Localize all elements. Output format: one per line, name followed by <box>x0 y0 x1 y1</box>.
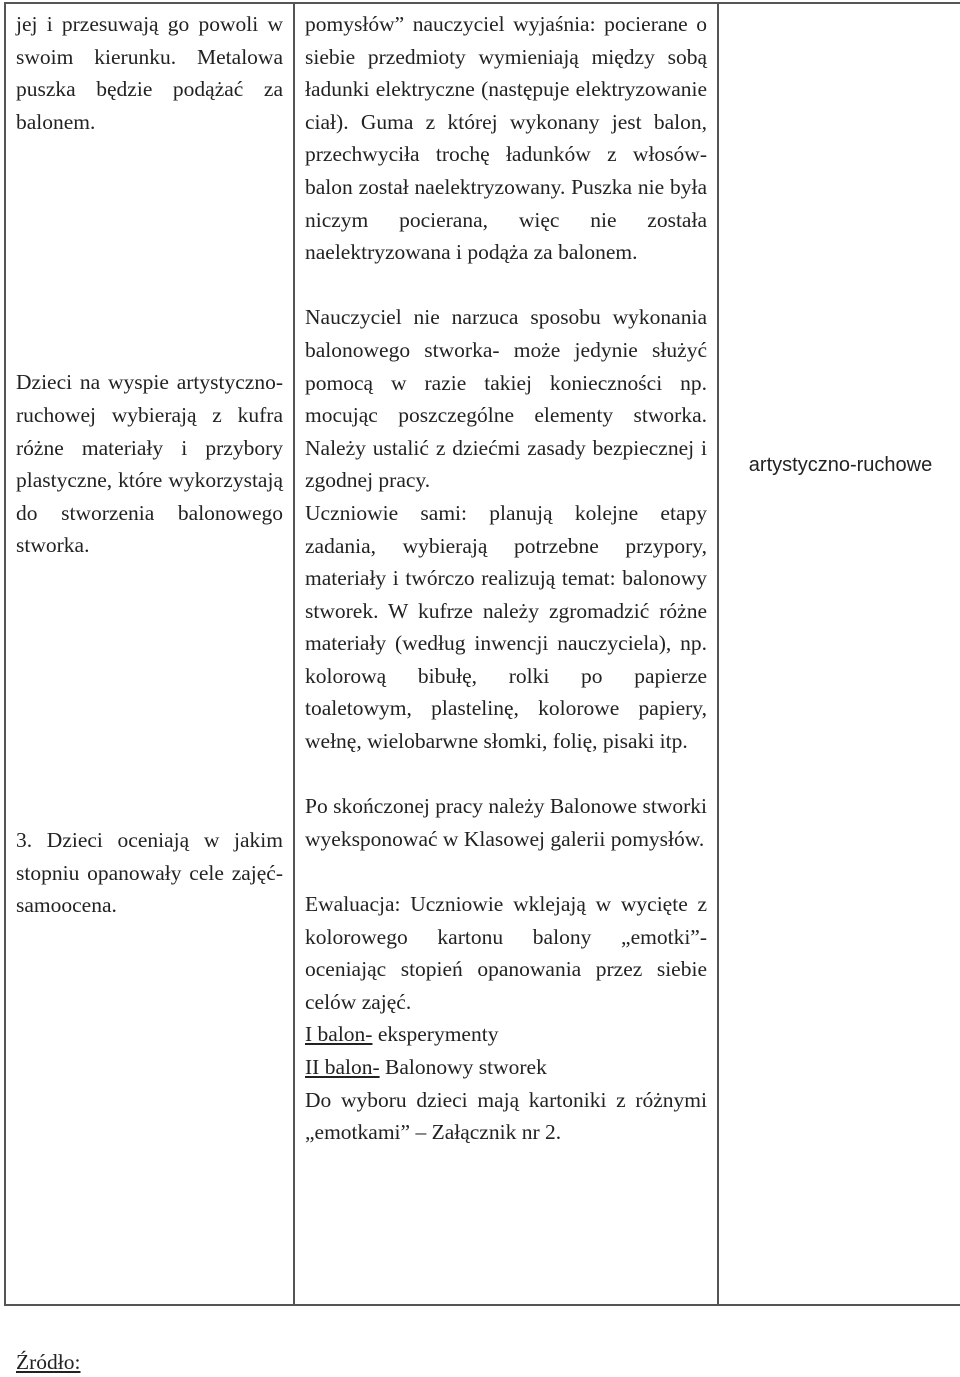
table-row <box>5 3 960 1305</box>
balloon-1-text: eksperymenty <box>372 1022 499 1047</box>
balloon-2-text: Balonowy stworek <box>379 1055 547 1079</box>
method-paragraph-3: Uczniowie sami: planują kolejne etapy zadania, wybierają potrzebne przypory, materiały i twórczo realizują temat: balonowy stworek. W kufrze należy zgromadzić różne materiały (według inwencji nauczyciela), np. kolorową bibułę, rolki po papierze toaletowym, plastelinę, kolorowe papiery, wełnę, wielobarwne słomki, folię, pisaki itp. <box>305 500 707 754</box>
balloon-2-line <box>305 1051 707 1084</box>
activity-paragraph-1: jej i przesuwają go powoli w swoim kierunku. Metalowa puszka będzie podążać za balonem. <box>16 12 283 134</box>
activity-column <box>5 3 294 1305</box>
balloon-1-line <box>305 1018 707 1051</box>
method-paragraph-6: Do wyboru dzieci mają kartoniki z różnymi „emotkami” – Załącznik nr 2. <box>305 1087 707 1145</box>
method-paragraph-5: Ewaluacja: Uczniowie wklejają w wycięte z kolorowego kartonu balony „emotki”- oceniając stopień opanowania przez siebie celów zajęć. <box>305 892 707 1014</box>
method-column <box>294 3 718 1305</box>
method-paragraph-4: Po skończonej pracy należy Balonowe stworki wyeksponować w Klasowej galerii pomysłów. <box>305 794 707 851</box>
method-paragraph-1: pomysłów” nauczyciel wyjaśnia: pocierane o siebie przedmioty wymieniają między sobą ładunki elektryczne (następuje elektryzowanie ciał). Guma z której wykonany jest balon, przechwyciła trochę ładunków z włosów- balon został naelektryzowany. Puszka nie była niczym pocierana, więc nie została naelektryzowana i podąża za balonem. <box>305 12 707 265</box>
lesson-plan-table <box>4 2 960 1306</box>
form-column <box>718 3 960 1305</box>
source-label: Źródło: <box>16 1350 81 1374</box>
balloon-2-label: II balon- <box>305 1055 380 1079</box>
method-paragraph-2: Nauczyciel nie narzuca sposobu wykonania balonowego stworka- może jedynie służyć pomocą w razie takiej konieczności np. mocując poszczególne elementy stworka. Należy ustalić z dziećmi zasady bezpiecznej i zgodnej pracy. <box>305 305 707 493</box>
activity-paragraph-3: 3. Dzieci oceniają w jakim stopniu opanowały cele zajęć- samoocena. <box>16 827 283 918</box>
activity-paragraph-2: Dzieci na wyspie artystyczno-ruchowej wybierają z kufra różne materiały i przybory plastyczne, które wykorzystają do stworzenia balonowego stworka. <box>16 370 283 558</box>
balloon-1-label: I balon- <box>305 1022 373 1047</box>
form-label: artystyczno-ruchowe <box>748 454 933 476</box>
